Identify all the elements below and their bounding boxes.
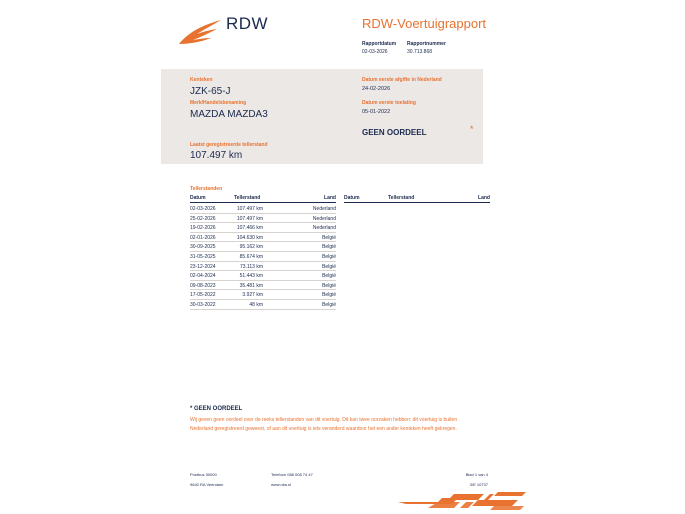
table-row: 19-02-2026 107.466 km Nederland <box>190 225 336 232</box>
report-date-block <box>362 40 396 56</box>
rdw-wing-logo-icon <box>177 18 223 46</box>
report-title: RDW-Voertuigrapport <box>362 16 487 31</box>
table-row: 31-05-2025 85.674 km België <box>190 253 336 260</box>
table-row: 02-04-2024 51.443 km België <box>190 273 336 280</box>
report-number-label: Rapportnummer <box>407 41 446 47</box>
note-title: * GEEN OORDEEL <box>190 406 243 412</box>
col-land-header-2: Land <box>478 195 490 201</box>
first-nl-registration-value: 24-02-2026 <box>362 86 391 92</box>
footer-page-number: Blad 1 van 4 <box>465 472 488 477</box>
first-nl-registration-label: Datum eerste afgifte in Nederland <box>362 77 442 83</box>
table-row: 30-03-2022 48 km België <box>190 301 336 308</box>
report-number-block <box>407 40 446 56</box>
footer-code: 3/E 10737 <box>469 482 488 487</box>
col-km-header: Tellerstand <box>234 195 261 201</box>
table-row: 02-03-2026 107.497 km Nederland <box>190 206 336 212</box>
plate-value: JZK-65-J <box>190 86 231 97</box>
table-row: 25-02-2026 107.497 km Nederland <box>190 215 336 222</box>
report-number-value: 30.713.868 <box>407 49 433 55</box>
last-odometer-value: 107.497 km <box>190 150 243 161</box>
verdict-star: * <box>470 124 474 134</box>
verdict-text: GEEN OORDEEL <box>362 128 427 137</box>
odometer-rows <box>190 204 336 310</box>
report-date-label: Rapportdatum <box>362 41 397 47</box>
table-row: 02-01-2026 104.630 km België <box>190 234 336 241</box>
footer-address <box>190 470 223 490</box>
make-model-value: MAZDA MAZDA3 <box>190 109 268 120</box>
first-admission-label: Datum eerste toelating <box>362 100 416 106</box>
decorative-stripes-icon <box>398 488 528 510</box>
table-row: 09-08-2023 35.481 km België <box>190 282 336 289</box>
table-header-divider <box>190 202 336 203</box>
table-row: 30-09-2025 95.162 km België <box>190 244 336 251</box>
footer-page <box>466 470 488 490</box>
note-text: Wij geven geen oordeel over de reeks tellerstanden van dit voertuig. Dit kan twee oorzaken hebben: dit voertuig is buiten Nederland geregistreerd geweest, of aan dit voertuig is iets veranderd waardoor het een ander kenteken heeft gekregen. <box>190 417 458 432</box>
col-km-header-2: Tellerstand <box>388 195 415 201</box>
table-header-divider-2 <box>344 202 490 203</box>
col-date-header-2: Datum <box>344 195 360 201</box>
odometer-table-title: Tellerstanden <box>190 186 223 192</box>
report-date-value: 02-03-2026 <box>362 49 388 55</box>
brand-name: RDW <box>226 14 269 33</box>
table-row: 17-05-2022 3.927 km België <box>190 292 336 299</box>
col-date-header: Datum <box>190 195 206 201</box>
footer-phone: Telefoon 088 008 74 47 <box>271 472 313 477</box>
table-row: 23-12-2024 73.113 km België <box>190 263 336 270</box>
footer-contact <box>271 470 313 490</box>
footer-address-line2: 9640 RA Veendam <box>190 482 224 487</box>
col-land-header: Land <box>324 195 336 201</box>
footer-address-line1: Postbus 30000 <box>190 472 217 477</box>
make-model-label: Merk/Handelsbenaming <box>190 100 247 106</box>
footer-website: www.rdw.nl <box>271 482 292 487</box>
last-odometer-label: Laatst geregistreerde tellerstand <box>190 142 268 148</box>
first-admission-value: 05-01-2022 <box>362 109 391 115</box>
plate-label: Kenteken <box>190 77 213 83</box>
